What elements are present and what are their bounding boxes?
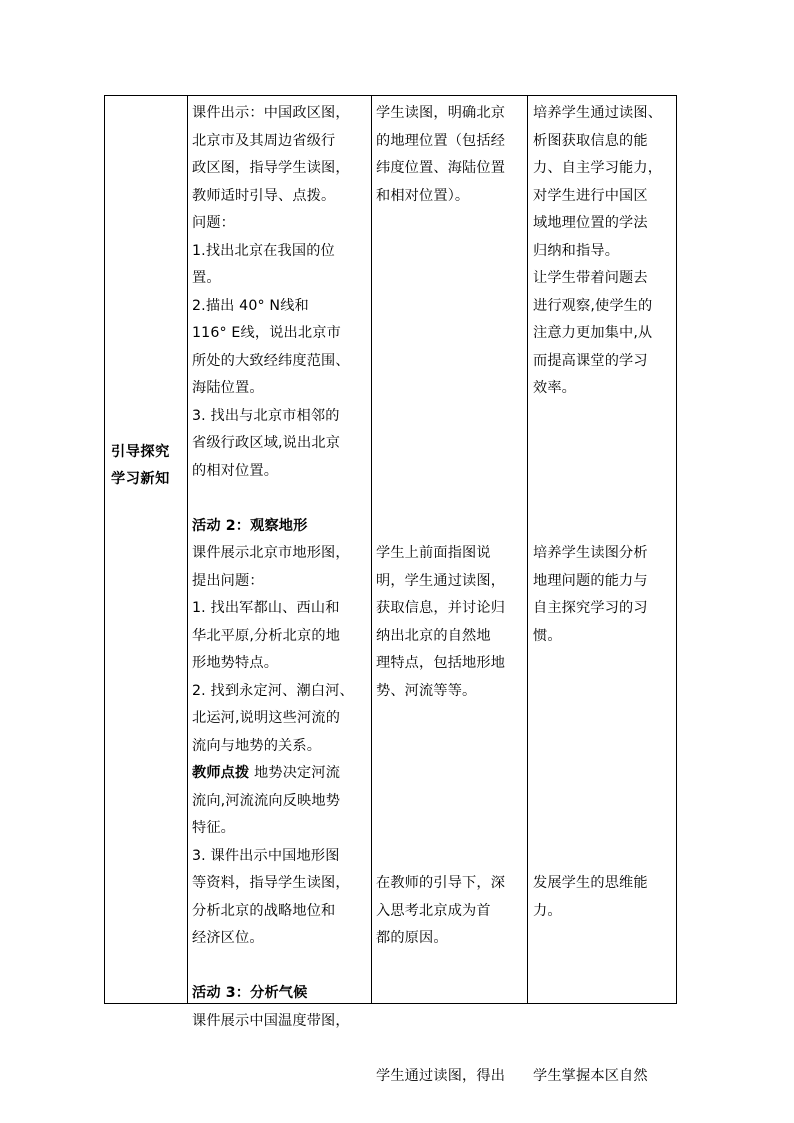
text-line: 的地理位置（包括经 xyxy=(376,132,506,149)
text-line: 特征。 xyxy=(192,820,236,836)
text-line: 北京市及其周边省级行 xyxy=(192,132,336,149)
lesson-plan-table xyxy=(104,95,677,1084)
text-line: 学生通过读图，得出 xyxy=(376,1067,506,1084)
text-line: 自主探究学习的习 xyxy=(533,600,648,616)
text-line: 课件展示中国温度带图， xyxy=(192,1012,350,1029)
blank-line xyxy=(192,485,368,513)
text-line: 都的原因。 xyxy=(376,930,448,946)
section-label-cell xyxy=(111,439,185,493)
text-line: 效率。 xyxy=(533,380,577,396)
text-line: 华北平原,分析北京的地 xyxy=(192,627,341,644)
text-line: 对学生进行中国区 xyxy=(533,187,648,204)
blank-line xyxy=(192,953,368,981)
text-line: 培养学生读图分析 xyxy=(533,545,648,561)
text-line: 学生上前面指图说 xyxy=(376,545,491,561)
text-line: 流向与地势的关系。 xyxy=(192,737,322,754)
text-line: 地理问题的能力与 xyxy=(533,572,648,589)
text-line: 力。 xyxy=(533,902,562,919)
text-line: 发展学生的思维能 xyxy=(533,875,648,891)
text-line: 经济区位。 xyxy=(192,930,264,946)
text-line: 让学生带着问题去 xyxy=(533,270,648,286)
text-line: 流向,河流流向反映地势 xyxy=(192,792,341,809)
text-line: 1.找出北京在我国的位 xyxy=(192,242,335,259)
text-line: 的相对位置。 xyxy=(192,462,279,479)
text-line: 2.描出 40° N线和 xyxy=(192,297,309,314)
text-line: 等资料，指导学生读图， xyxy=(192,875,350,891)
text-line: 形地势特点。 xyxy=(192,655,279,671)
text-line: 116° E线，说出北京市 xyxy=(192,325,341,341)
section-label-line: 学习新知 xyxy=(111,471,170,487)
text-line: 归纳和指导。 xyxy=(533,242,620,259)
text-line: 注意力更加集中,从 xyxy=(533,325,653,341)
text-line: 明，学生通过读图， xyxy=(376,572,506,589)
text-line: 提出问题： xyxy=(192,572,264,589)
text-line: 问题： xyxy=(192,215,236,231)
text-line: 1. 找出军都山、西山和 xyxy=(192,600,340,616)
text-line: 势、河流等等。 xyxy=(376,682,477,699)
activity-2-title: 活动 2：观察地形 xyxy=(192,517,308,534)
teacher-tip-label: 教师点拨 xyxy=(192,765,250,781)
design-purpose-cell xyxy=(533,100,677,1090)
text-line: 而提高课堂的学习 xyxy=(533,352,648,369)
text-line: 学生读图，明确北京 xyxy=(376,105,506,121)
text-line: 3. 课件出示中国地形图 xyxy=(192,847,340,864)
text-line: 和相对位置）。 xyxy=(376,187,470,204)
student-activity-cell xyxy=(376,100,524,1090)
text-line: 进行观察,使学生的 xyxy=(533,297,653,314)
text-line: 置。 xyxy=(192,270,221,286)
text-line: 所处的大致经纬度范围、 xyxy=(192,352,350,369)
text-line: 在教师的引导下，深 xyxy=(376,875,506,891)
text-line: 3. 找出与北京市相邻的 xyxy=(192,407,340,424)
text-line: 课件出示：中国政区图， xyxy=(192,105,350,121)
text-line: 获取信息，并讨论归 xyxy=(376,600,506,616)
column-divider xyxy=(371,96,372,1003)
text-line: 培养学生通过读图、 xyxy=(533,105,663,121)
column-divider xyxy=(527,96,528,1003)
teacher-tip-text: 地势决定河流 xyxy=(249,765,341,781)
text-line: 省级行政区域,说出北京 xyxy=(192,435,341,451)
text-line: 入思考北京成为首 xyxy=(376,902,491,919)
teacher-activity-cell xyxy=(192,100,368,1035)
text-line: 学生掌握本区自然 xyxy=(533,1067,648,1084)
text-line: 纬度位置、海陆位置 xyxy=(376,160,506,176)
text-line: 海陆位置。 xyxy=(192,380,264,396)
section-label-line: 引导探究 xyxy=(111,444,170,460)
text-line: 课件展示北京市地形图， xyxy=(192,545,350,561)
text-line: 理特点，包括地形地 xyxy=(376,655,506,671)
text-line: 析图获取信息的能 xyxy=(533,132,648,149)
text-line: 纳出北京的自然地 xyxy=(376,627,491,644)
text-line: 教师适时引导、点拨。 xyxy=(192,187,336,204)
text-line: 2. 找到永定河、潮白河、 xyxy=(192,682,354,699)
text-line: 域地理位置的学法 xyxy=(533,215,648,231)
teacher-tip-line xyxy=(192,760,368,788)
activity-3-title: 活动 3：分析气候 xyxy=(192,985,308,1001)
text-line: 分析北京的战略地位和 xyxy=(192,902,336,919)
text-line: 北运河,说明这些河流的 xyxy=(192,710,341,726)
text-line: 惯。 xyxy=(533,627,562,644)
text-line: 力、自主学习能力， xyxy=(533,160,663,176)
text-line: 政区图，指导学生读图， xyxy=(192,160,350,176)
column-divider xyxy=(187,96,188,1003)
